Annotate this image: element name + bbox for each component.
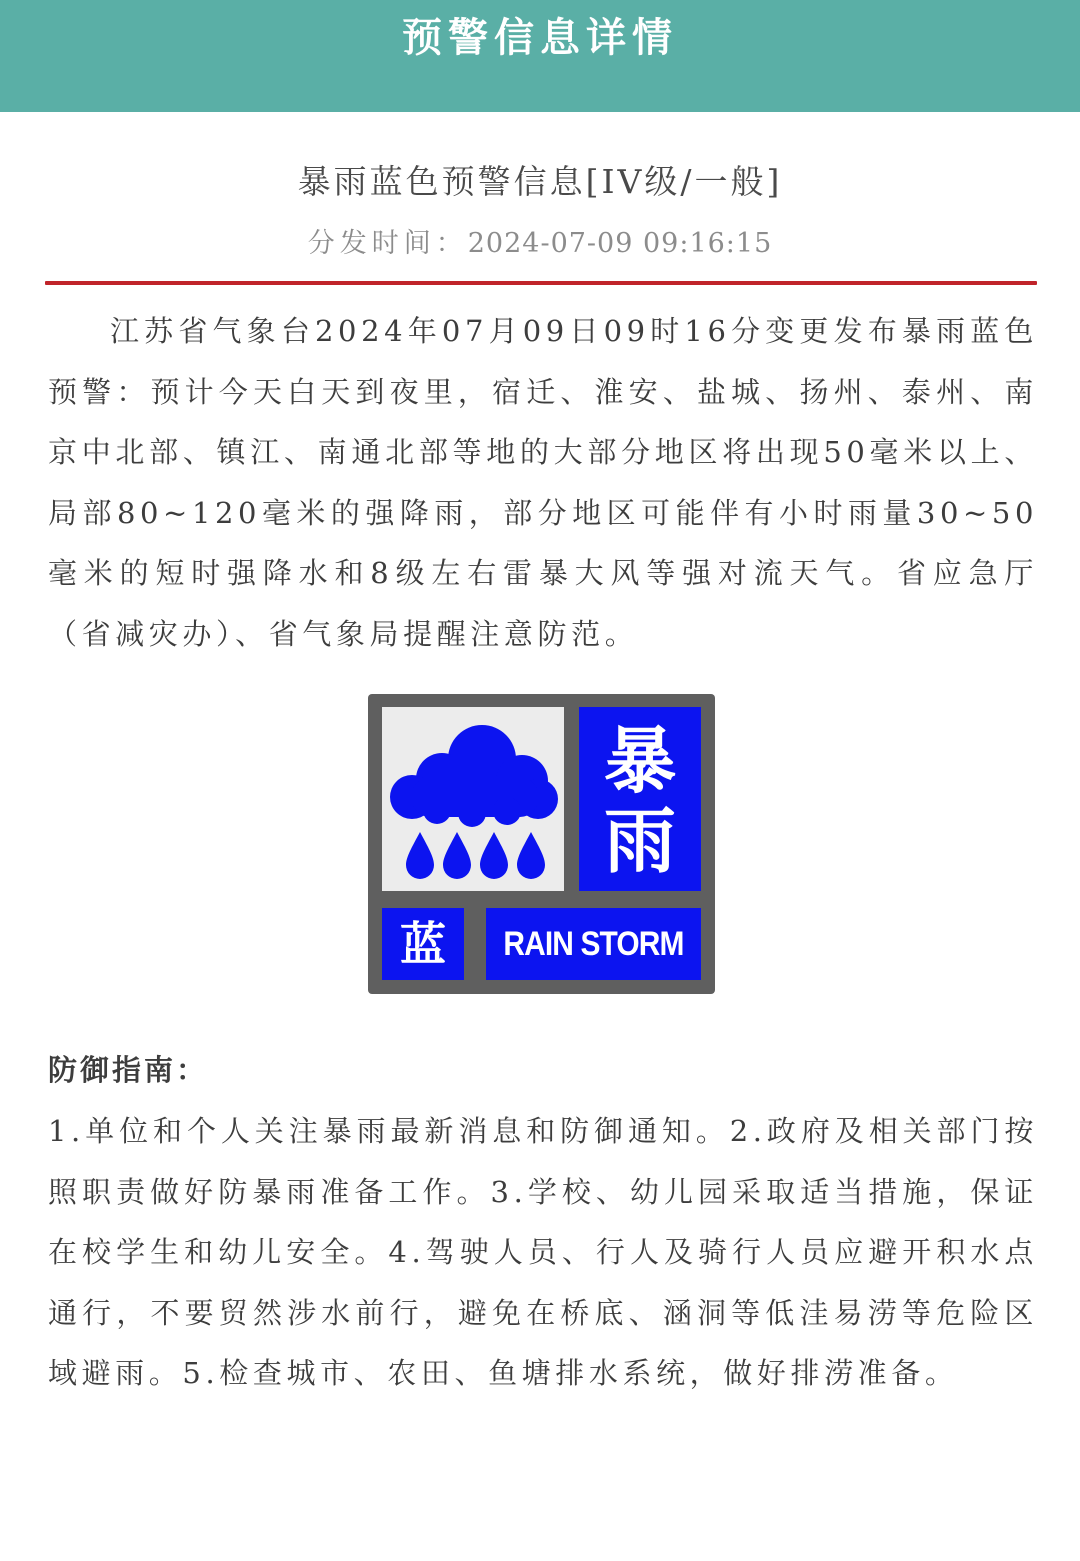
warning-english-box <box>486 908 701 980</box>
defense-guide-text: 1.单位和个人关注暴雨最新消息和防御通知。2.政府及相关部门按照职责做好防暴雨准备工作。3.学校、幼儿园采取适当措施，保证在校学生和幼儿安全。4.驾驶人员、行人及骑行人员应避开积水点通行，不要贸然涉水前行，避免在桥底、涵洞等低洼易涝等危险区域避雨。5.检查城市、农田、鱼塘排水系统，做好排涝准备。 <box>48 1114 1038 1390</box>
warning-summary: 江苏省气象台2024年07月09日09时16分变更发布暴雨蓝色预警：预计今天白天到夜里，宿迁、淮安、盐城、扬州、泰州、南京中北部、镇江、南通北部等地的大部分地区将出现50毫米以上、局部80~120毫米的强降雨，部分地区可能伴有小时雨量30~50毫米的短时强降水和8级左右雷暴大风等强对流天气。省应急厅（省减灾办）、省气象局提醒注意防范。 <box>48 314 1038 651</box>
warning-level-box <box>382 908 464 980</box>
title-divider <box>45 281 1037 285</box>
warning-type-char-2: 雨 <box>603 799 676 883</box>
warning-type-char-1: 暴 <box>603 719 676 803</box>
page-header <box>0 0 1080 112</box>
defense-guide-heading: 防御指南： <box>48 1053 209 1087</box>
issue-time-value: 2024-07-09 09:16:15 <box>467 228 773 259</box>
warning-type-box <box>579 707 701 891</box>
warning-english-name: RAIN STORM <box>503 925 684 963</box>
rainstorm-blue-warning-sign <box>368 694 715 994</box>
issue-time <box>0 224 1080 264</box>
warning-level-char: 蓝 <box>400 917 446 971</box>
warning-title: 暴雨蓝色预警信息[IV级/一般] <box>297 162 783 201</box>
rain-cloud-icon <box>382 707 564 891</box>
page-title: 预警信息详情 <box>402 15 678 61</box>
issue-time-label: 分发时间： <box>307 228 468 259</box>
